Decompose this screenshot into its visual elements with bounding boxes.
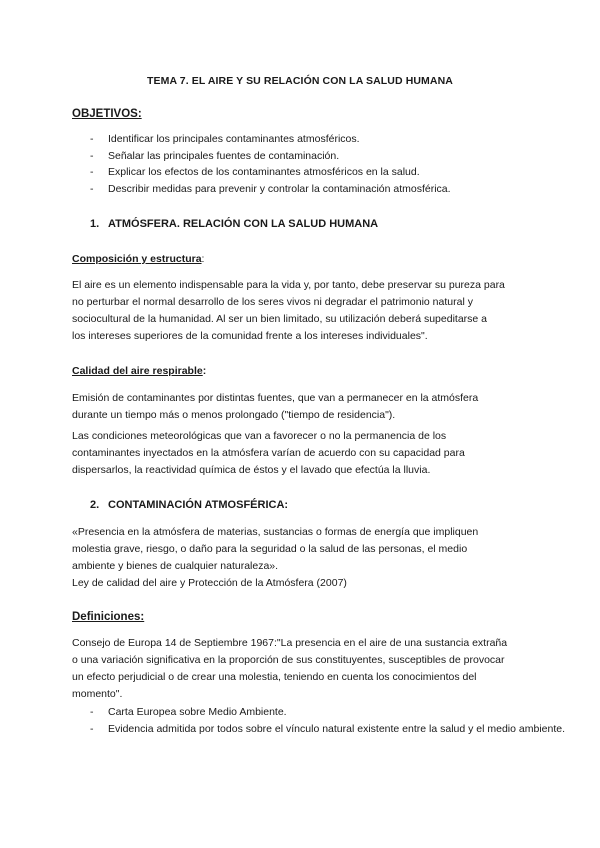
list-item: - Evidencia admitida por todos sobre el vínculo natural existente entre la salud y el medio ambiente. [90,722,566,735]
objetivos-list [72,131,451,197]
objetivos-heading: OBJETIVOS: [72,108,142,120]
section-1-heading: 1. ATMÓSFERA. RELACIÓN CON LA SALUD HUMANA [90,218,379,230]
composicion-paragraph: El aire es un elemento indispensable para la vida y, por tanto, debe preservar su pureza para no perturbar el normal desarrollo de los seres vivos ni degradar el patrimonio natural y sociocultural de la humanidad. Al ser un bien limitado, su utilización deberá supeditarse a los intereses superiores de la comunidad frente a los intereses individuales". [72,279,505,342]
definiciones-list [72,704,566,737]
list-item: - Explicar los efectos de los contaminantes atmosféricos en la salud. [90,166,420,178]
page-title: TEMA 7. EL AIRE Y SU RELACIÓN CON LA SALUD HUMANA [147,75,453,87]
definiciones-paragraph: Consejo de Europa 14 de Septiembre 1967:"La presencia en el aire de una sustancia extraña o una variación significativa en la proporción de sus constituyentes, susceptibles de provocar un efecto perjudicial o de crear una molestia, teniendo en cuenta los conocimientos del momento". [72,637,508,700]
quote-source: Ley de calidad del aire y Protección de la Atmósfera (2007) [72,577,347,589]
definiciones-heading: Definiciones: [72,611,145,623]
list-item: - Señalar las principales fuentes de contaminación. [90,149,340,162]
calidad-paragraph-2: Las condiciones meteorológicas que van a favorecer o no la permanencia de los contaminantes inyectados en la atmósfera varían de acuerdo con su capacidad para dispersarlos, la reactividad química de éstos y el lavado que efectúa la lluvia. [72,430,465,476]
composicion-heading: Composición y estructura: [72,253,205,265]
calidad-heading: Calidad del aire respirable: [72,365,207,377]
definition-quote: «Presencia en la atmósfera de materias, sustancias o formas de energía que impliquen molestia grave, riesgo, o daño para la seguridad o la salud de las personas, el medio ambiente y bienes de cualquier naturaleza». Ley de calidad del aire y Protección de la Atmósfera (2007) [72,524,532,592]
section-2-heading: 2. CONTAMINACIÓN ATMOSFÉRICA: [90,499,289,511]
calidad-paragraph-1: Emisión de contaminantes por distintas fuentes, que van a permanecer en la atmósfera durante un tiempo más o menos prolongado ("tiempo de residencia"). [72,392,479,421]
list-item: - Carta Europea sobre Medio Ambiente. [90,706,287,718]
list-item: - Describir medidas para prevenir y controlar la contaminación atmosférica. [90,182,451,195]
list-item: - Identificar los principales contaminantes atmosféricos. [90,133,360,145]
